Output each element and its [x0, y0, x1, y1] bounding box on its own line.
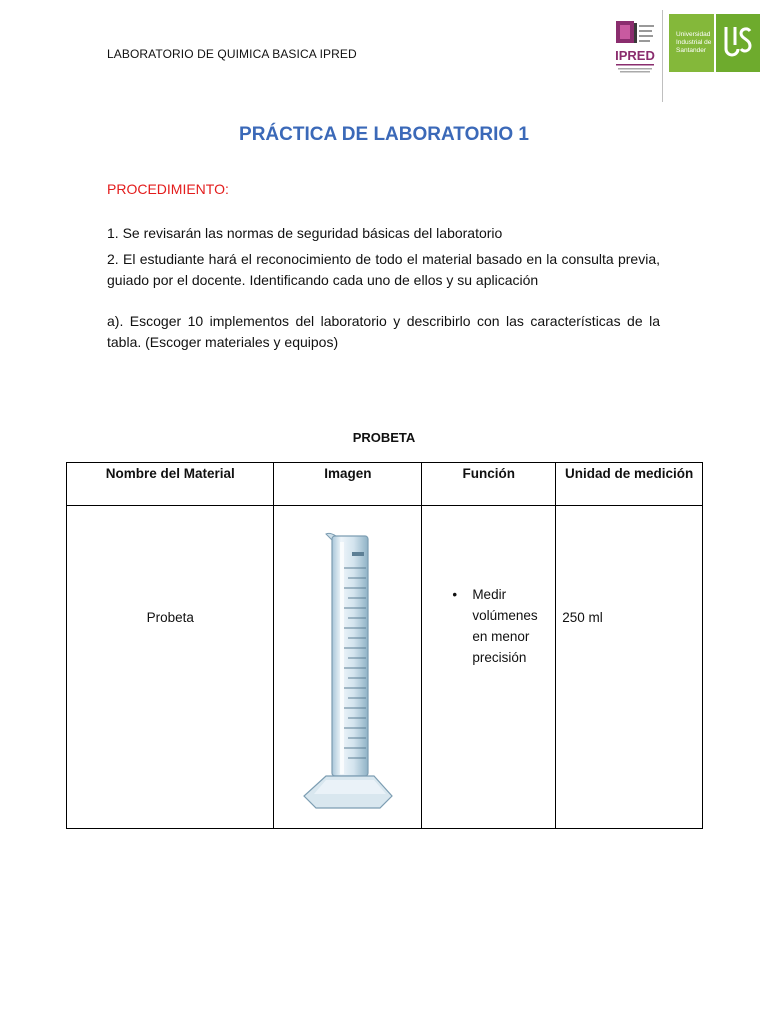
uis-logo-mark — [716, 14, 760, 72]
header-image: Imagen — [274, 463, 422, 506]
document-header: LABORATORIO DE QUIMICA BASICA IPRED — [107, 47, 357, 61]
cell-image — [274, 506, 422, 829]
materials-table — [66, 462, 703, 829]
cell-function — [422, 506, 556, 829]
page-title: PRÁCTICA DE LABORATORIO 1 — [239, 124, 529, 145]
header-material-name: Nombre del Material — [67, 463, 274, 506]
procedure-step-2: 2. El estudiante hará el reconocimiento de todo el material basado en la consulta previa, guiado por el docente. Identificando cada uno de ellos y su aplicación — [107, 251, 660, 288]
uis-logo — [669, 14, 760, 72]
cell-unit: 250 ml — [556, 506, 703, 829]
procedure-heading: PROCEDIMIENTO: — [107, 181, 229, 197]
header-unit: Unidad de medición — [556, 463, 703, 506]
header-function: Función — [422, 463, 556, 506]
table-caption: PROBETA — [352, 430, 416, 445]
procedure-step-1: 1. Se revisarán las normas de seguridad básicas del laboratorio — [107, 225, 503, 241]
ipred-logo-text: IPRED — [615, 48, 655, 63]
list-item: • Medir volúmenes en menor precisión — [422, 584, 555, 668]
table-header-row — [67, 463, 703, 506]
procedure-step-a: a). Escoger 10 implementos del laboratorio y describirlo con las características de la tabla. (Escoger materiales y equipos) — [107, 313, 660, 350]
uis-logo-text: Universidad Industrial de Santander — [669, 14, 714, 72]
graduated-cylinder-image — [296, 530, 400, 812]
cell-material-name: Probeta — [67, 506, 274, 829]
logo-divider — [662, 10, 663, 102]
function-list — [422, 584, 555, 668]
bullet-icon: • — [452, 587, 458, 602]
table-row — [67, 506, 703, 829]
ipred-logo — [614, 19, 656, 75]
